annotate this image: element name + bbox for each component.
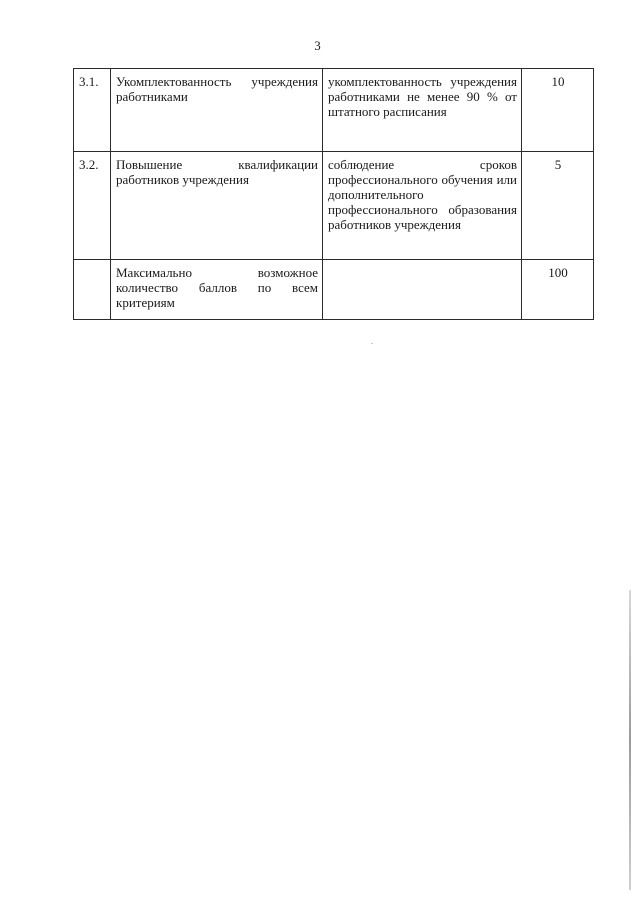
row-number: 3.2. [74,152,111,260]
criterion-score: 10 [522,69,594,152]
total-score: 100 [522,260,594,320]
criterion-name: Укомплектованность учреждения работниками [111,69,323,152]
table-row [74,69,594,152]
table-row-total [74,260,594,320]
criteria-table [73,68,594,320]
row-number: 3.1. [74,69,111,152]
row-number [74,260,111,320]
scan-edge-shadow [629,590,631,890]
criterion-score: 5 [522,152,594,260]
scan-speck [371,343,373,344]
total-indicator [323,260,522,320]
criterion-name: Повышение квалификации работников учреждения [111,152,323,260]
total-label: Максимально возможное количество баллов по всем критериям [111,260,323,320]
criterion-indicator: укомплектованность учреждения работниками не менее 90 % от штатного расписания [323,69,522,152]
criterion-indicator: соблюдение сроков профессионального обучения или дополнительного профессионального образования работников учреждения [323,152,522,260]
table-row [74,152,594,260]
page-number: 3 [314,38,321,53]
